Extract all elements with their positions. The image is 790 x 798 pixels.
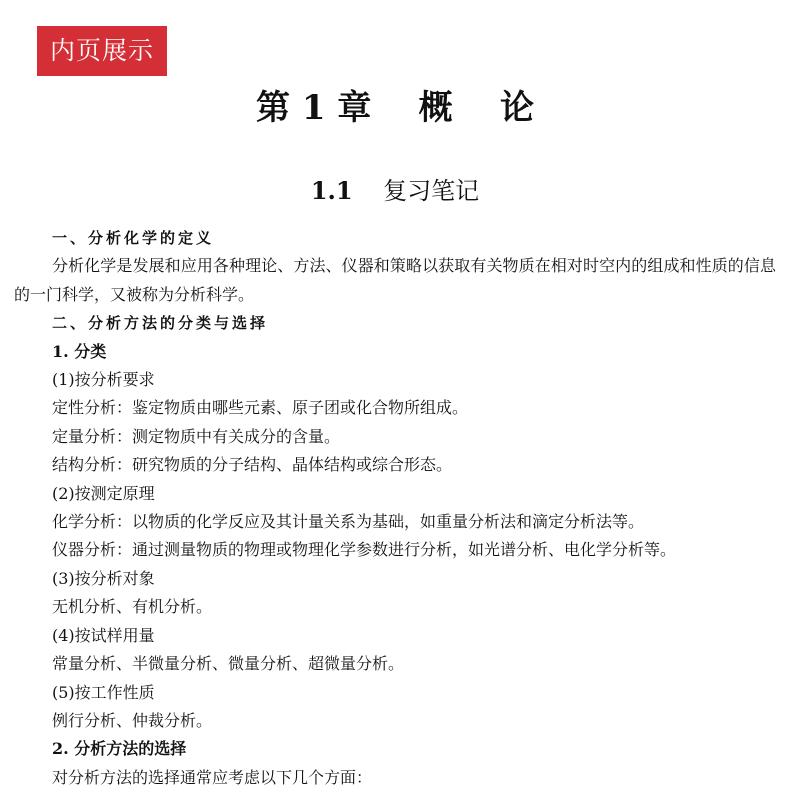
list-item: 化学分析：以物质的化学反应及其计量关系为基础，如重量分析法和滴定分析法等。	[52, 512, 645, 532]
list-item: 无机分析、有机分析。	[52, 597, 213, 617]
list-item: (4)按试样用量	[52, 625, 155, 645]
list-item: 结构分析：研究物质的分子结构、晶体结构或综合形态。	[52, 455, 453, 475]
list-item: (2)按测定原理	[52, 483, 155, 503]
paragraph-definition: 分析化学是发展和应用各种理论、方法、仪器和策略以获取有关物质在相对时空内的组成和性质的信息的一门科学，又被称为分析科学。	[14, 256, 776, 304]
section-title-text: 复习笔记	[383, 177, 480, 205]
heading-definition: 一、分析化学的定义	[52, 229, 215, 247]
subheading-method-selection: 2. 分析方法的选择	[52, 739, 187, 759]
list-item: 仪器分析：通过测量物质的物理或物理化学参数进行分析，如光谱分析、电化学分析等。	[52, 540, 677, 560]
list-item: 定性分析：鉴定物质由哪些元素、原子团或化合物所组成。	[52, 398, 469, 418]
list-item: (5)按工作性质	[52, 682, 155, 702]
section-number: 1.1	[310, 176, 353, 205]
subheading-classification: 1. 分类	[52, 341, 107, 361]
list-item: 例行分析、仲裁分析。	[52, 710, 213, 730]
list-item: 常量分析、半微量分析、微量分析、超微量分析。	[52, 654, 405, 674]
list-item: (3)按分析对象	[52, 568, 155, 588]
document-body	[14, 224, 776, 792]
heading-classification-selection: 二、分析方法的分类与选择	[52, 314, 269, 333]
paragraph-method-selection: 对分析方法的选择通常应考虑以下几个方面：	[52, 767, 373, 787]
chapter-title: 第 1 章 概 论	[255, 88, 535, 128]
section-title	[0, 173, 790, 209]
list-item: 定量分析：测定物质中有关成分的含量。	[52, 426, 341, 446]
page-preview-badge: 内页展示	[37, 26, 167, 76]
list-item: (1)按分析要求	[52, 370, 155, 390]
